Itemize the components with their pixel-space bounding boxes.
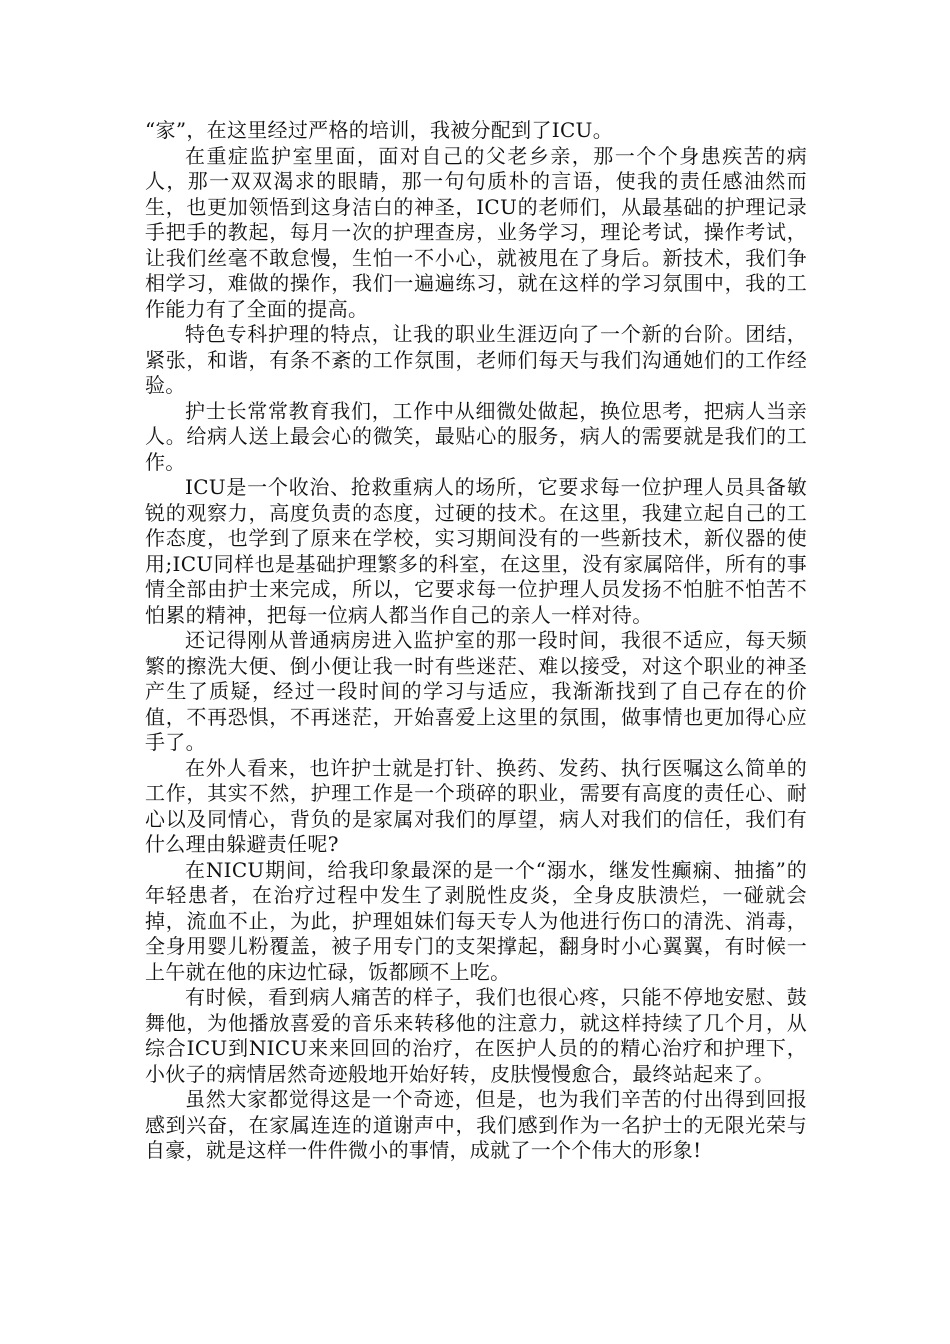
paragraph: 在NICU期间，给我印象最深的是一个“溺水，继发性癫痫、抽搐”的年轻患者，在治疗过程中发生了剥脱性皮炎，全身皮肤溃烂，一碰就会掉，流血不止，为此，护理姐妹们每天专人为他进行伤口的清洗、消毒，全身用婴儿粉覆盖，被子用专门的支架撑起，翻身时小心翼翼，有时候一上午就在他的床边忙碌，饭都顾不上吃。 bbox=[145, 857, 807, 984]
paragraph: ICU是一个收治、抢救重病人的场所，它要求每一位护理人员具备敏锐的观察力，高度负责的态度，过硬的技术。在这里，我建立起自己的工作态度，也学到了原来在学校，实习期间没有的一些新技术，新仪器的使用;ICU同样也是基础护理繁多的科室，在这里，没有家属陪伴，所有的事情全部由护士来完成，所以，它要求每一位护理人员发扬不怕脏不怕苦不怕累的精神，把每一位病人都当作自己的亲人一样对待。 bbox=[145, 475, 807, 627]
paragraph: 在外人看来，也许护士就是打针、换药、发药、执行医嘱这么简单的工作，其实不然，护理工作是一个琐碎的职业，需要有高度的责任心、耐心以及同情心，背负的是家属对我们的厚望，病人对我们的信任，我们有什么理由躲避责任呢? bbox=[145, 755, 807, 856]
paragraph: 还记得刚从普通病房进入监护室的那一段时间，我很不适应，每天频繁的擦洗大便、倒小便让我一时有些迷茫、难以接受，对这个职业的神圣产生了质疑，经过一段时间的学习与适应，我渐渐找到了自己存在的价值，不再恐惧，不再迷茫，开始喜爱上这里的氛围，做事情也更加得心应手了。 bbox=[145, 628, 807, 754]
paragraph: 有时候，看到病人痛苦的样子，我们也很心疼，只能不停地安慰、鼓舞他，为他播放喜爱的音乐来转移他的注意力，就这样持续了几个月，从综合ICU到NICU来来回回的治疗，在医护人员的的精心治疗和护理下，小伙子的病情居然奇迹般地开始好转，皮肤慢慢愈合，最终站起来了。 bbox=[145, 985, 807, 1086]
paragraph: 在重症监护室里面，面对自己的父老乡亲，那一个个身患疾苦的病人，那一双双渴求的眼睛，那一句句质朴的言语，使我的责任感油然而生，也更加领悟到这身洁白的神圣，ICU的老师们，从最基础的护理记录手把手的教起，每月一次的护理查房，业务学习，理论考试，操作考试，让我们丝毫不敢怠慢，生怕一不小心，就被甩在了身后。新技术，我们争相学习，难做的操作，我们一遍遍练习，就在这样的学习氛围中，我的工作能力有了全面的提高。 bbox=[145, 143, 807, 321]
paragraph: 虽然大家都觉得这是一个奇迹，但是，也为我们辛苦的付出得到回报感到兴奋，在家属连连的道谢声中，我们感到作为一名护士的无限光荣与自豪，就是这样一件件微小的事情，成就了一个个伟大的形象! bbox=[145, 1087, 807, 1162]
paragraph: 护士长常常教育我们，工作中从细微处做起，换位思考，把病人当亲人。给病人送上最会心的微笑，最贴心的服务，病人的需要就是我们的工作。 bbox=[145, 398, 807, 474]
paragraph: 特色专科护理的特点，让我的职业生涯迈向了一个新的台阶。团结，紧张，和谐，有条不紊的工作氛围，老师们每天与我们沟通她们的工作经验。 bbox=[145, 322, 807, 397]
document-body bbox=[145, 118, 807, 1164]
paragraph: “家”，在这里经过严格的培训，我被分配到了ICU。 bbox=[145, 118, 614, 142]
